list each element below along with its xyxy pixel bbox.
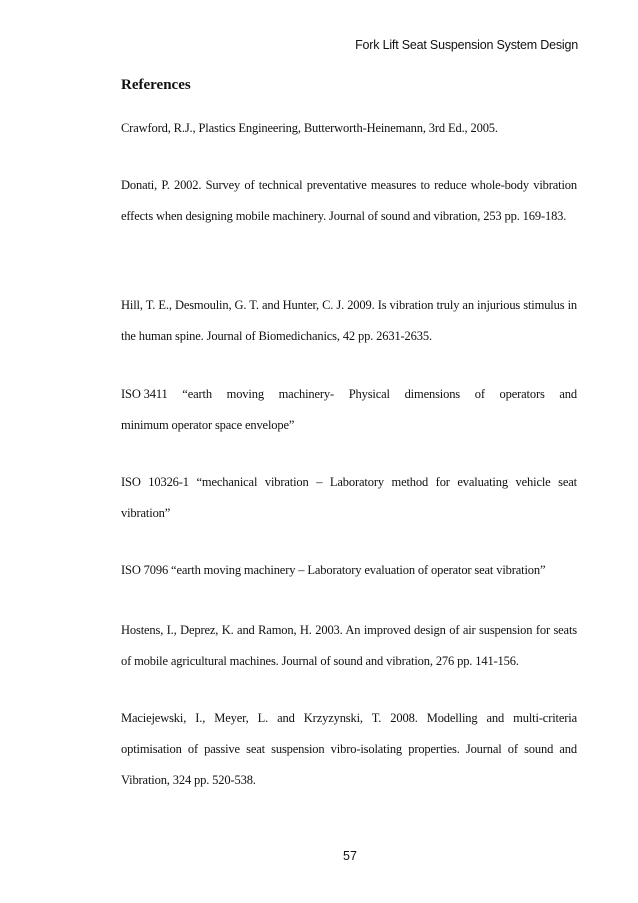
reference-word: and (559, 387, 577, 401)
reference-continuation: minimum operator space envelope” (121, 418, 295, 432)
reference-first-line (121, 379, 577, 410)
reference-entry-iso-3411 (121, 379, 577, 441)
reference-entry: ISO 10326-1 “mechanical vibration – Laboratory method for evaluating vehicle seat vibration” (121, 475, 577, 520)
reference-code: ISO 3411 (121, 387, 168, 401)
reference-word: moving (226, 387, 264, 401)
reference-word: “earth (182, 387, 212, 401)
reference-word: machinery- (278, 387, 335, 401)
reference-entry: Donati, P. 2002. Survey of technical preventative measures to reduce whole-body vibration effects when designing mobile machinery. Journal of sound and vibration, 253 pp. 169-183. (121, 178, 577, 223)
reference-entry: Hill, T. E., Desmoulin, G. T. and Hunter, C. J. 2009. Is vibration truly an injurious stimulus in the human spine. Journal of Biomedichanics, 42 pp. 2631-2635. (121, 298, 577, 343)
reference-word: Physical (348, 387, 390, 401)
reference-entry: ISO 7096 “earth moving machinery – Laboratory evaluation of operator seat vibration” (121, 563, 546, 577)
reference-entry: Crawford, R.J., Plastics Engineering, Butterworth-Heinemann, 3rd Ed., 2005. (121, 121, 498, 135)
reference-entry: Hostens, I., Deprez, K. and Ramon, H. 2003. An improved design of air suspension for seats of mobile agricultural machines. Journal of sound and vibration, 276 pp. 141-156. (121, 623, 577, 668)
reference-entry: Maciejewski, I., Meyer, L. and Krzyzynski, T. 2008. Modelling and multi-criteria optimisation of passive seat suspension vibro-isolating properties. Journal of sound and Vibration, 324 pp. 520-538. (121, 711, 577, 787)
reference-word: dimensions (404, 387, 461, 401)
reference-word: of (474, 387, 485, 401)
running-header: Fork Lift Seat Suspension System Design (355, 38, 578, 52)
page-number: 57 (343, 849, 357, 863)
section-title: References (121, 77, 191, 93)
reference-word: operators (499, 387, 545, 401)
